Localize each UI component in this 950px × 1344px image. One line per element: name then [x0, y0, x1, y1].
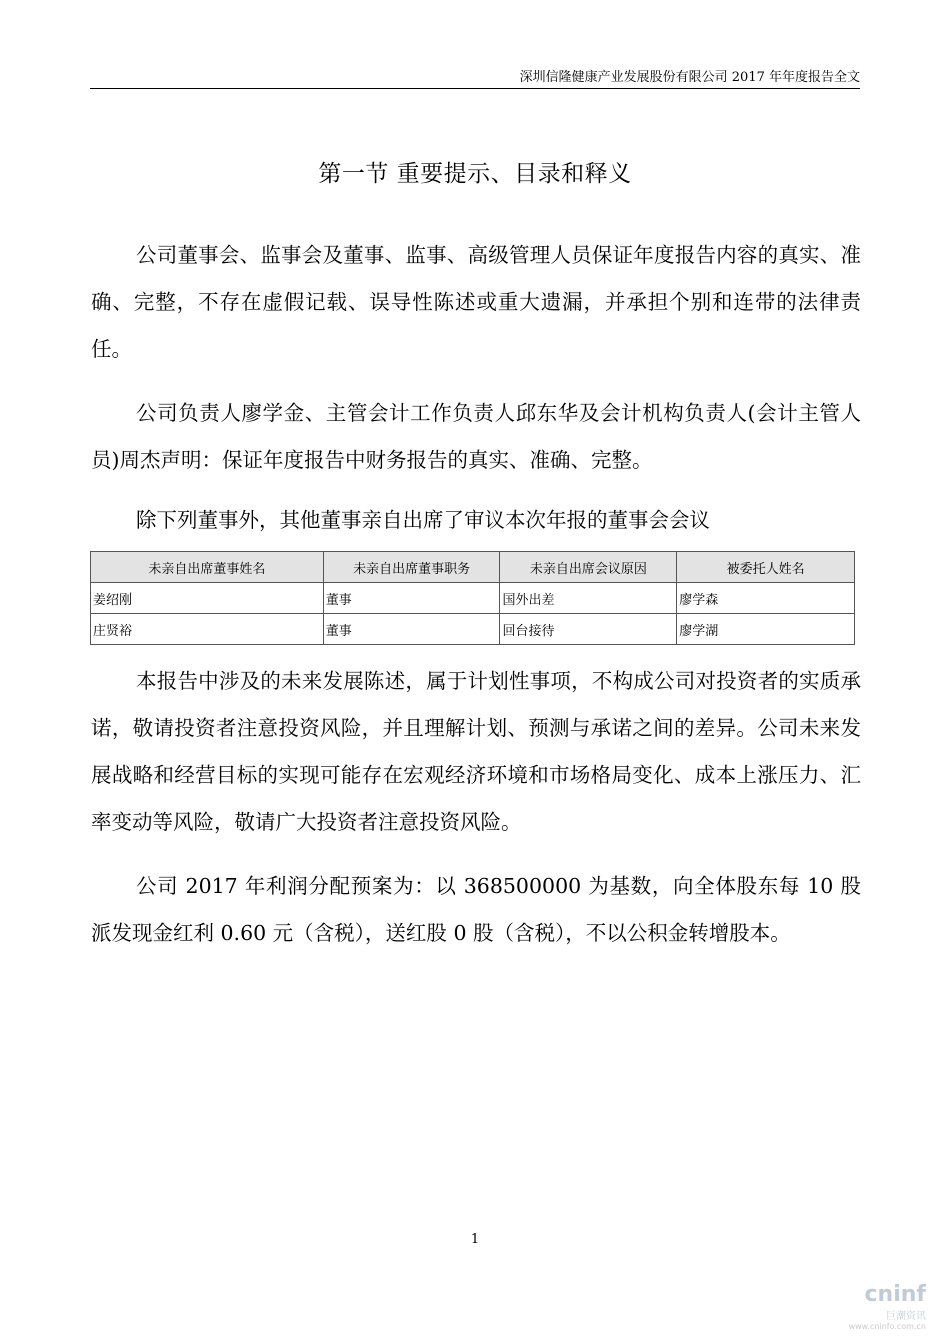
column-header: 未亲自出席董事姓名	[91, 552, 324, 583]
running-header: 深圳信隆健康产业发展股份有限公司 2017 年年度报告全文	[519, 70, 860, 85]
paragraph-director-attendance: 除下列董事外，其他董事亲自出席了审议本次年报的董事会会议	[136, 508, 710, 532]
column-header: 被委托人姓名	[677, 552, 855, 583]
table-cell: 姜绍刚	[91, 583, 324, 614]
watermark-logo: cninf	[864, 1282, 926, 1307]
column-header: 未亲自出席会议原因	[500, 552, 677, 583]
column-header: 未亲自出席董事职务	[323, 552, 500, 583]
table-cell: 董事	[323, 583, 500, 614]
table-cell: 董事	[323, 614, 500, 645]
watermark-subtitle: 巨潮资讯	[886, 1311, 926, 1322]
table-cell: 回台接待	[500, 614, 677, 645]
table-header-row	[91, 552, 855, 583]
paragraph-officer-declaration: 公司负责人廖学金、主管会计工作负责人邱东华及会计机构负责人(会计主管人员)周杰声明：保证年度报告中财务报告的真实、准确、完整。	[91, 401, 861, 472]
table-cell: 庄贤裕	[91, 614, 324, 645]
table-cell: 国外出差	[500, 583, 677, 614]
section-title: 第一节 重要提示、目录和释义	[318, 161, 632, 187]
cninfo-watermark	[816, 1282, 926, 1342]
header-divider	[90, 88, 860, 89]
paragraph-forward-looking-disclaimer: 本报告中涉及的未来发展陈述，属于计划性事项，不构成公司对投资者的实质承诺，敬请投资者注意投资风险，并且理解计划、预测与承诺之间的差异。公司未来发展战略和经营目标的实现可能存在宏观经济环境和市场格局变化、成本上涨压力、汇率变动等风险，敬请广大投资者注意投资风险。	[91, 669, 861, 834]
watermark-url: www.cninfo.com.cn	[848, 1322, 926, 1331]
page-number: 1	[470, 1232, 480, 1247]
table-row	[91, 614, 855, 645]
paragraph-responsibility-statement: 公司董事会、监事会及董事、监事、高级管理人员保证年度报告内容的真实、准确、完整，不存在虚假记载、误导性陈述或重大遗漏，并承担个别和连带的法律责任。	[91, 243, 861, 361]
paragraph-profit-distribution: 公司 2017 年利润分配预案为：以 368500000 为基数，向全体股东每 10 股派发现金红利 0.60 元（含税），送红股 0 股（含税），不以公积金转增股本。	[91, 874, 861, 945]
table-cell: 廖学森	[677, 583, 855, 614]
absent-directors-table	[90, 551, 855, 645]
table-cell: 廖学湖	[677, 614, 855, 645]
table-row	[91, 583, 855, 614]
